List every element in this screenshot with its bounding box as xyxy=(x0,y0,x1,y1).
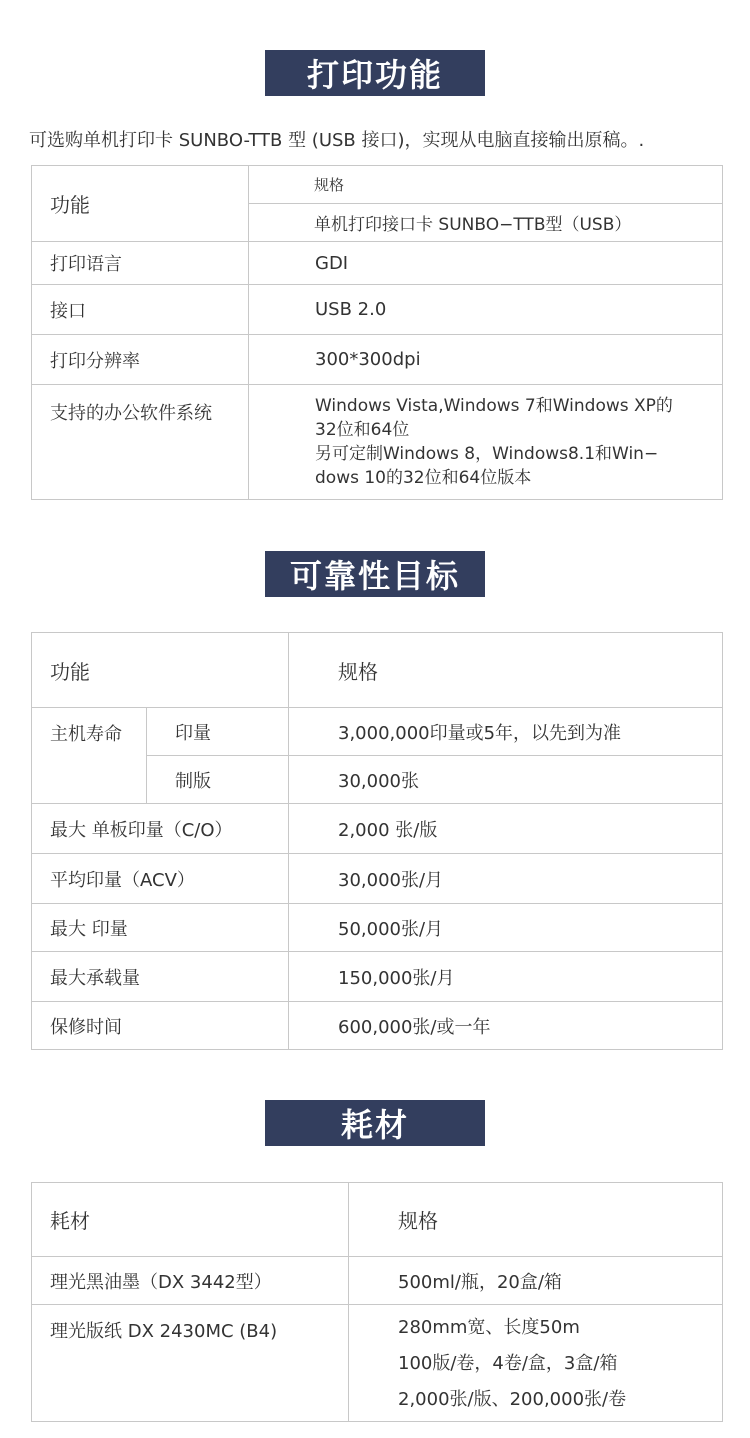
section-title-reliability: 可靠性目标 xyxy=(265,551,485,597)
row-value: 30,000张/月 xyxy=(289,854,723,904)
table-row xyxy=(32,804,723,854)
reliability-table xyxy=(31,632,723,1050)
row-sublabel: 制版 xyxy=(147,756,289,804)
table-row xyxy=(32,1305,723,1422)
os-line: 32位和64位 xyxy=(315,420,410,440)
row-value: 50,000张/月 xyxy=(289,904,723,952)
row-value: 600,000张/或一年 xyxy=(289,1002,723,1050)
spec-header: 规格 xyxy=(349,1183,723,1257)
table-row xyxy=(32,952,723,1002)
spec-header: 规格 xyxy=(249,166,723,204)
function-header: 功能 xyxy=(32,633,289,708)
table-row xyxy=(32,1002,723,1050)
row-value: 3,000,000印量或5年，以先到为准 xyxy=(289,708,723,756)
row-label: 打印分辨率 xyxy=(32,335,249,385)
row-value: 300*300dpi xyxy=(249,335,723,385)
spec-value: 单机打印接口卡 SUNBO−TTB型（USB） xyxy=(249,204,723,242)
table-row xyxy=(32,854,723,904)
paper-value xyxy=(349,1305,723,1422)
row-value: 30,000张 xyxy=(289,756,723,804)
table-row xyxy=(32,708,723,756)
consumable-header: 耗材 xyxy=(32,1183,349,1257)
os-line: dows 10的32位和64位版本 xyxy=(315,468,532,488)
row-value: 2,000 张/版 xyxy=(289,804,723,854)
row-value: 150,000张/月 xyxy=(289,952,723,1002)
ink-value: 500ml/瓶，20盒/箱 xyxy=(349,1257,723,1305)
os-support-value xyxy=(249,385,723,500)
row-label: 支持的办公软件系统 xyxy=(32,385,249,500)
table-row xyxy=(32,1257,723,1305)
os-line: 另可定制Windows 8，Windows8.1和Win− xyxy=(315,444,659,464)
row-label: 保修时间 xyxy=(32,1002,289,1050)
row-value: USB 2.0 xyxy=(249,285,723,335)
paper-line: 280mm宽、长度50m xyxy=(398,1317,580,1338)
table-row xyxy=(32,285,723,335)
section-title-consumables: 耗材 xyxy=(265,1100,485,1146)
row-label: 打印语言 xyxy=(32,242,249,285)
row-sublabel: 印量 xyxy=(147,708,289,756)
consumables-table xyxy=(31,1182,723,1422)
table-row xyxy=(32,633,723,708)
function-header: 功能 xyxy=(32,166,249,242)
print-spec-table xyxy=(31,165,723,500)
row-label: 最大承载量 xyxy=(32,952,289,1002)
row-value: GDI xyxy=(249,242,723,285)
table-row xyxy=(32,166,723,204)
machine-life-label: 主机寿命 xyxy=(32,708,147,804)
spec-header: 规格 xyxy=(289,633,723,708)
row-label: 平均印量（ACV） xyxy=(32,854,289,904)
paper-line: 2,000张/版、200,000张/卷 xyxy=(398,1389,627,1410)
row-label: 最大 单板印量（C/O） xyxy=(32,804,289,854)
intro-text: 可选购单机打印卡 SUNBO-TTB 型 (USB 接口)，实现从电脑直接输出原稿。. xyxy=(29,130,645,151)
table-row xyxy=(32,904,723,952)
row-label: 最大 印量 xyxy=(32,904,289,952)
table-row xyxy=(32,385,723,500)
row-label: 接口 xyxy=(32,285,249,335)
table-row xyxy=(32,1183,723,1257)
os-line: Windows Vista,Windows 7和Windows XP的 xyxy=(315,396,673,416)
ink-label: 理光黑油墨（DX 3442型） xyxy=(32,1257,349,1305)
section-title-print: 打印功能 xyxy=(265,50,485,96)
paper-label: 理光版纸 DX 2430MC (B4) xyxy=(32,1305,349,1422)
paper-line: 100版/卷，4卷/盒，3盒/箱 xyxy=(398,1353,618,1374)
table-row xyxy=(32,242,723,285)
table-row xyxy=(32,335,723,385)
